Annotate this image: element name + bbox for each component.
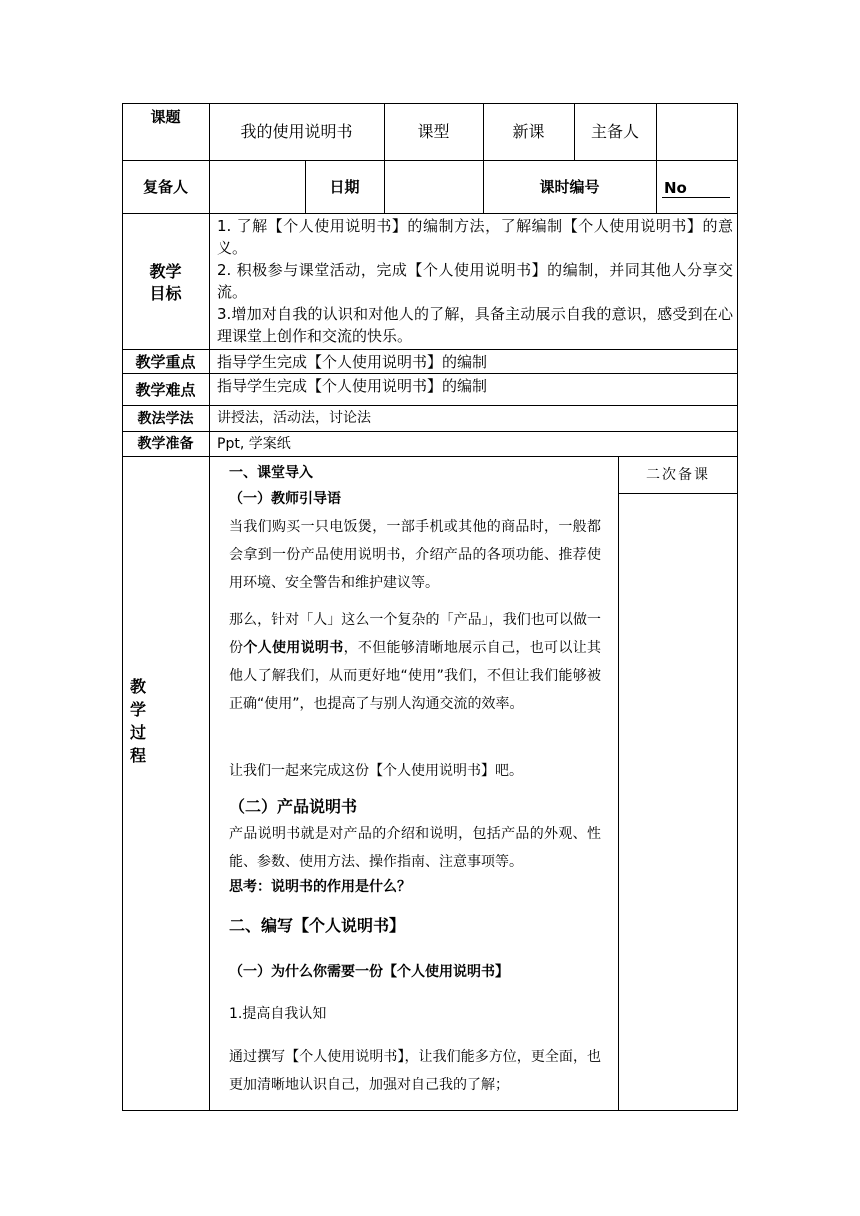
row-divider [122, 160, 738, 161]
section-1-1-title: （一）教师引导语 [229, 491, 341, 507]
date-label: 日期 [329, 178, 360, 196]
intro-paragraph-2 [229, 606, 601, 718]
difficulty-value: 指导学生完成【个人使用说明书】的编制 [217, 377, 488, 395]
second-prep-divider [618, 493, 738, 494]
section-1-title: 一、课堂导入 [229, 465, 313, 481]
intro-paragraph-2-part-a: 那么，针对「人」这么一个复杂的「产品」，我们也可以做一份 [229, 612, 601, 656]
section-2-1-item-1: 1.提高自我认知 [229, 1006, 327, 1022]
lesson-no-underline [662, 197, 730, 198]
process-label-char-4: 程 [130, 746, 147, 765]
intro-paragraph-1: 当我们购买一只电饭煲，一部手机或其他的商品时，一般都会拿到一份产品使用说明书，介绍产品的各项功能、推荐使用环境、安全警告和维护建议等。 [229, 519, 601, 591]
intro-paragraph-2-bold: 个人使用说明书 [243, 640, 344, 656]
type-value: 新课 [512, 122, 545, 141]
key-point-label: 教学重点 [135, 353, 196, 371]
row-divider [122, 213, 738, 214]
col-divider [384, 160, 385, 213]
type-label: 课型 [417, 122, 450, 141]
label-column-divider [209, 103, 210, 1111]
intro-paragraph-2-part-b: ，不但能够清晰地展示自己，也可以让其他人了解我们，从而更好地“使用”我们，不但让我们能够被正确“使用”，也提高了与别人沟通交流的效率。 [229, 640, 602, 712]
main-preparer-label: 主备人 [590, 122, 639, 141]
methods-label: 教法学法 [137, 411, 194, 427]
col-divider [656, 103, 657, 213]
lesson-no-value: No [664, 179, 687, 197]
section-2-title: 二、编写【个人说明书】 [229, 916, 406, 935]
self-awareness-paragraph: 通过撰写【个人使用说明书】，让我们能多方位，更全面，也更加清晰地认识自己，加强对自己我的了解； [229, 1049, 601, 1093]
topic-value: 我的使用说明书 [240, 122, 353, 141]
goal-item-3: 3.增加对自我的认识和对他人的了解，具备主动展示自我的意识，感受到在心理课堂上创作和交流的快乐。 [217, 305, 733, 345]
think-question: 思考：说明书的作用是什么？ [229, 879, 411, 895]
co-preparer-label: 复备人 [142, 178, 188, 196]
second-prep-label: 二次备课 [646, 467, 710, 483]
methods-value: 讲授法，活动法，讨论法 [217, 410, 371, 426]
process-label-char-1: 教 [130, 677, 147, 696]
lesson-no-label: 课时编号 [539, 178, 600, 196]
row-divider [122, 373, 738, 374]
second-prep-column-divider [618, 456, 619, 1111]
topic-label: 课题 [150, 108, 181, 126]
row-divider [122, 431, 738, 432]
section-1-2-title: （二）产品说明书 [229, 797, 358, 816]
table-border-left [122, 103, 123, 1111]
row-divider [122, 349, 738, 350]
key-point-value: 指导学生完成【个人使用说明书】的编制 [217, 353, 488, 371]
process-label-char-3: 过 [130, 723, 147, 742]
table-border-bottom [122, 1110, 738, 1111]
goals-label-line2: 目标 [149, 284, 182, 303]
preparation-label: 教学准备 [137, 436, 194, 452]
goal-item-1: 1. 了解【个人使用说明书】的编制方法，了解编制【个人使用说明书】的意义。 [217, 217, 733, 257]
table-border-right [737, 103, 738, 1111]
table-border-top [122, 103, 738, 104]
row-divider [122, 405, 738, 406]
intro-paragraph-3: 让我们一起来完成这份【个人使用说明书】吧。 [229, 763, 523, 779]
section-2-1-title: （一）为什么你需要一份【个人使用说明书】 [229, 964, 509, 980]
process-label-char-2: 学 [130, 700, 147, 719]
goals-label-line1: 教学 [149, 262, 182, 281]
difficulty-label: 教学难点 [135, 381, 196, 399]
product-manual-paragraph: 产品说明书就是对产品的介绍和说明，包括产品的外观、性能、参数、使用方法、操作指南、注意事项等。 [229, 826, 601, 870]
preparation-value: Ppt, 学案纸 [217, 436, 291, 452]
goal-item-2: 2. 积极参与课堂活动，完成【个人使用说明书】的编制，并同其他人分享交流。 [217, 261, 733, 301]
row-divider [122, 456, 738, 457]
